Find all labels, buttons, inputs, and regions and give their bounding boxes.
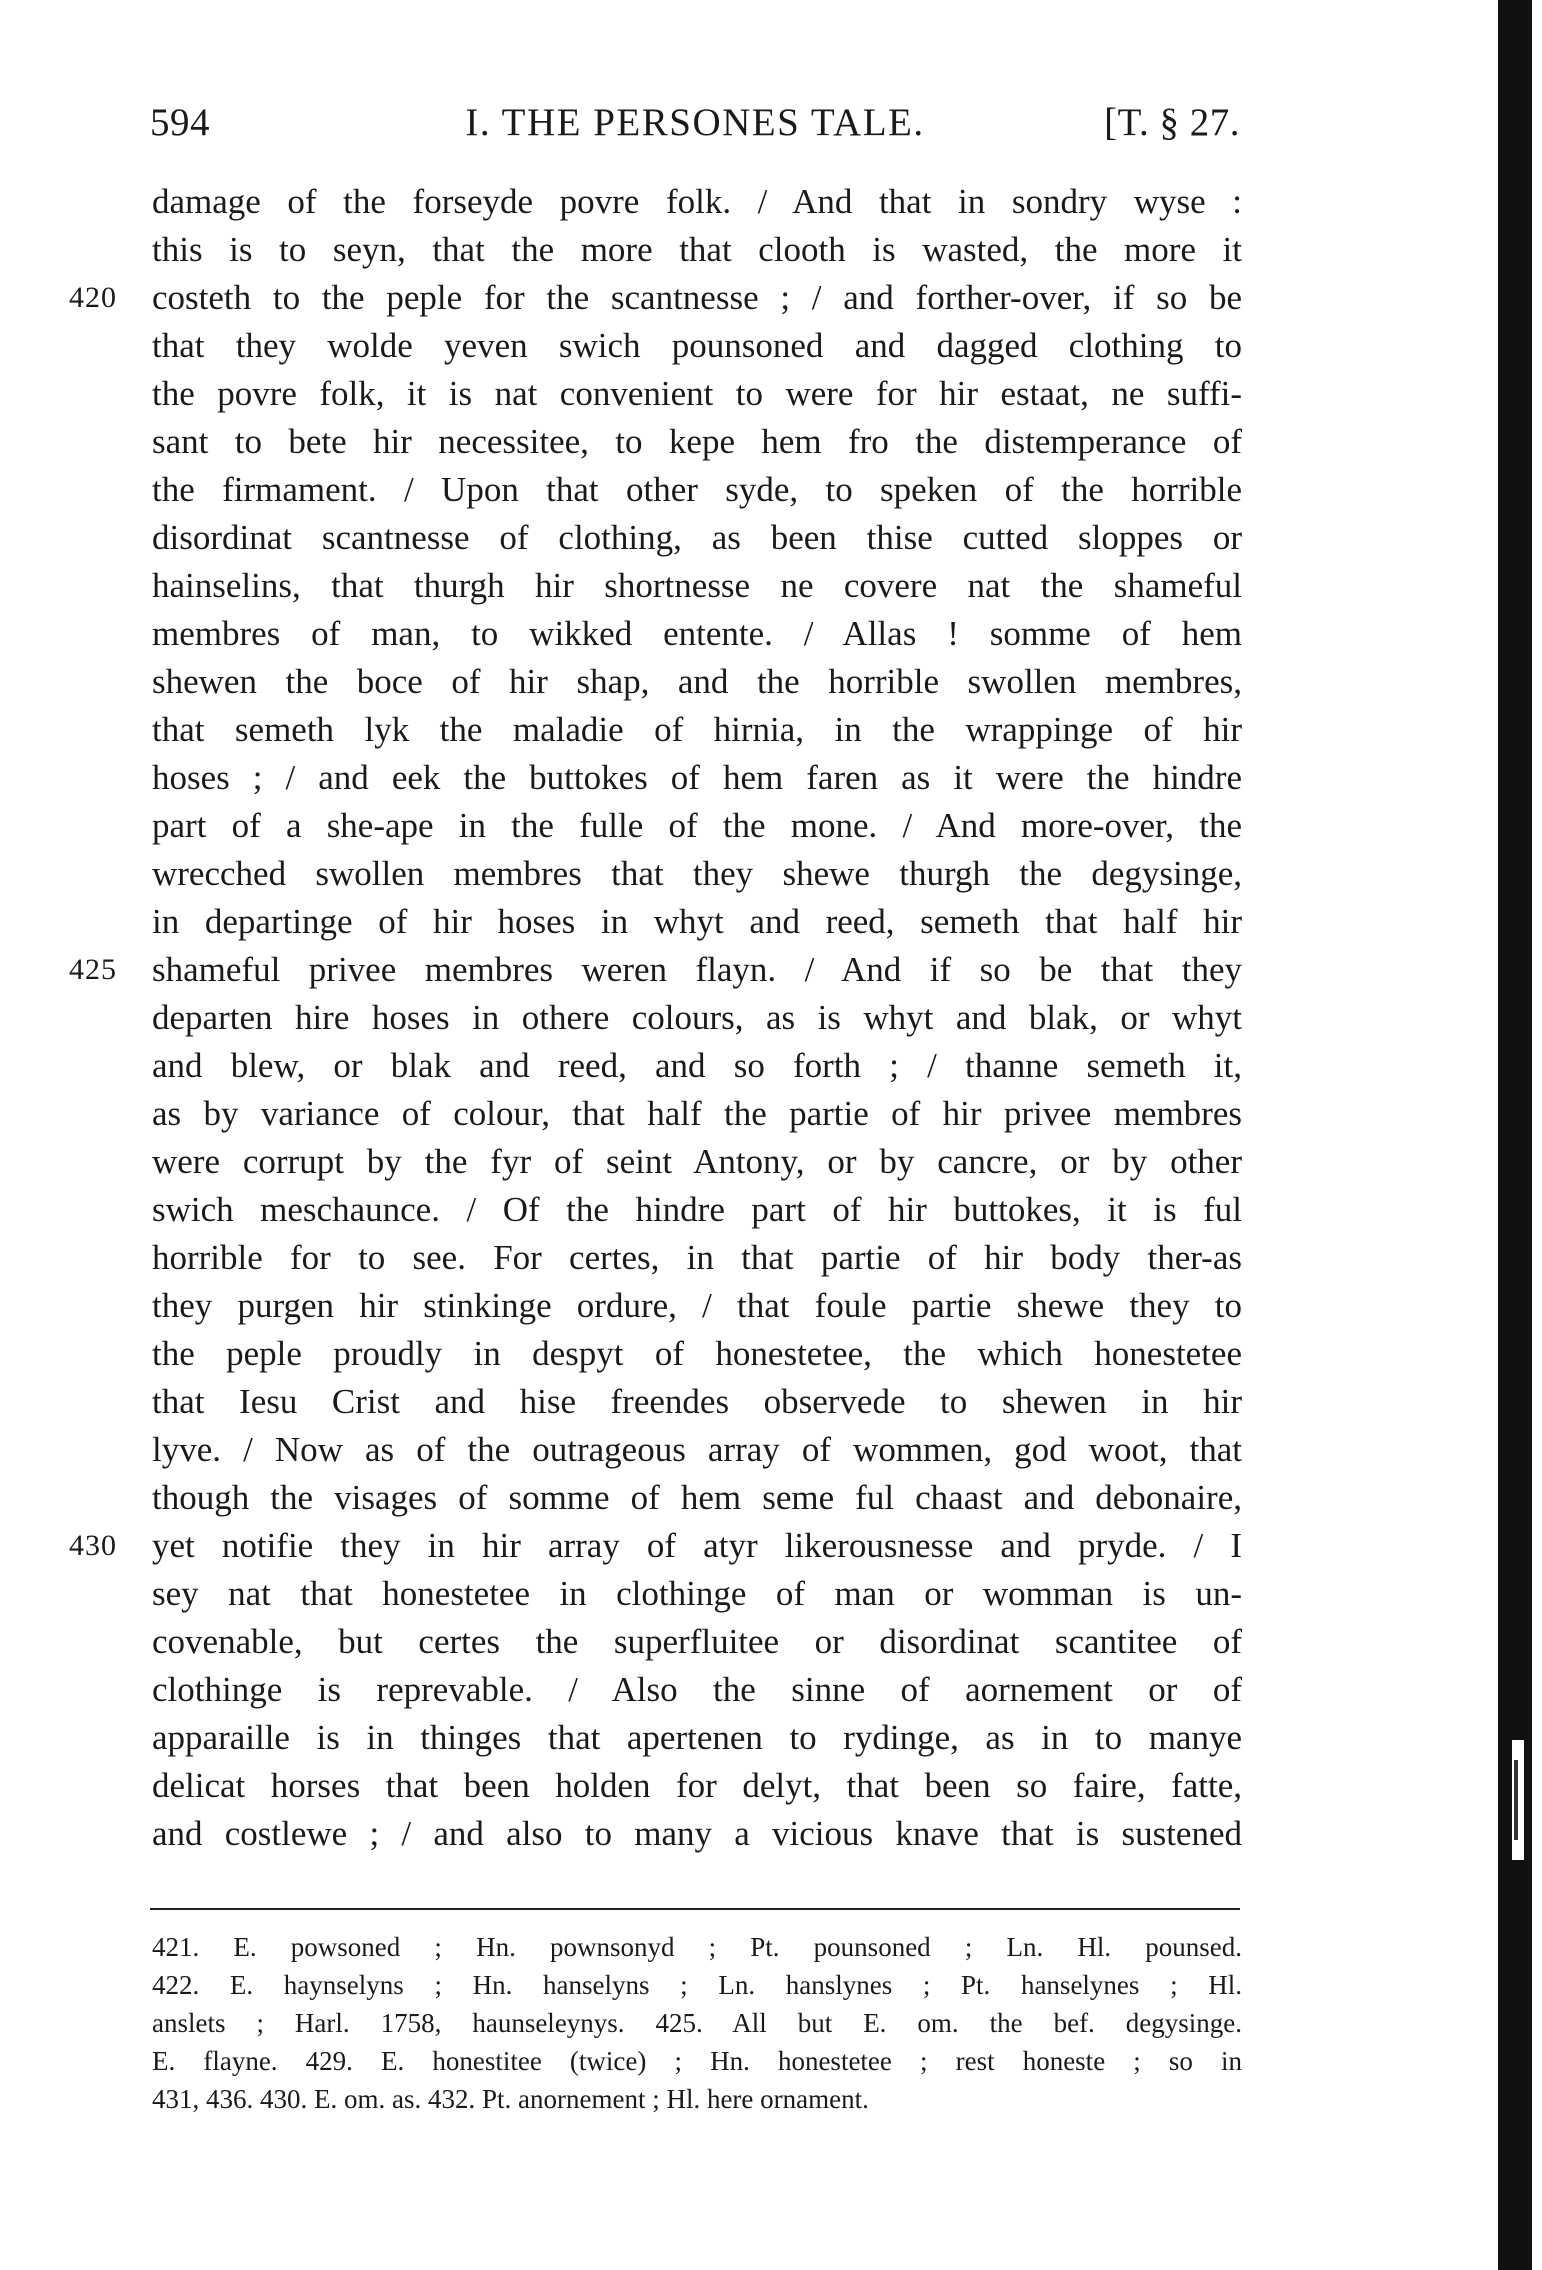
section-reference: [T. § 27. bbox=[1104, 101, 1240, 144]
line-text: the povre folk, it is nat convenient to were for hir estaat, ne suffi- bbox=[152, 374, 1242, 413]
page-title: I. THE PERSONES TALE. bbox=[465, 101, 925, 144]
line-text: and blew, or blak and reed, and so forth ; / thanne semeth it, bbox=[152, 1046, 1242, 1085]
line-text: the firmament. / Upon that other syde, to speken of the horrible bbox=[152, 470, 1242, 509]
line-text: part of a she-ape in the fulle of the mone. / And more-over, the bbox=[152, 806, 1242, 845]
line-text: apparaille is in thinges that apertenen to rydinge, as in to manye bbox=[152, 1718, 1242, 1757]
text-line bbox=[152, 1042, 1242, 1090]
line-text: shewen the boce of hir shap, and the horrible swollen membres, bbox=[152, 662, 1242, 701]
text-line bbox=[69, 274, 1242, 322]
text-line bbox=[152, 1330, 1242, 1378]
line-text: that semeth lyk the maladie of hirnia, in the wrappinge of hir bbox=[152, 710, 1242, 749]
text-line bbox=[152, 1138, 1242, 1186]
text-line bbox=[152, 898, 1242, 946]
line-text: wrecched swollen membres that they shewe thurgh the degysinge, bbox=[152, 854, 1242, 893]
text-line bbox=[152, 178, 1242, 226]
text-line bbox=[152, 562, 1242, 610]
page-edge-fragment bbox=[1514, 1760, 1518, 1840]
line-text: disordinat scantnesse of clothing, as been thise cutted sloppes or bbox=[152, 518, 1242, 557]
text-line bbox=[152, 1810, 1242, 1858]
text-line bbox=[152, 754, 1242, 802]
text-line bbox=[152, 1378, 1242, 1426]
text-line bbox=[152, 1186, 1242, 1234]
text-line bbox=[152, 994, 1242, 1042]
footnote-line: anslets ; Harl. 1758, haunseleynys. 425. All but E. om. the bef. degysinge. bbox=[152, 2008, 1242, 2038]
text-line bbox=[152, 226, 1242, 274]
footnote-line: 422. E. haynselyns ; Hn. hanselyns ; Ln. hanslynes ; Pt. hanselynes ; Hl. bbox=[152, 1970, 1242, 2000]
main-text bbox=[69, 178, 1242, 1858]
line-text: horrible for to see. For certes, in that partie of hir body ther-as bbox=[152, 1238, 1242, 1277]
line-text: in departinge of hir hoses in whyt and reed, semeth that half hir bbox=[152, 902, 1242, 941]
line-text: sey nat that honestetee in clothinge of man or womman is un- bbox=[152, 1574, 1242, 1613]
text-line bbox=[152, 1570, 1242, 1618]
text-line bbox=[152, 658, 1242, 706]
line-text: as by variance of colour, that half the partie of hir privee membres bbox=[152, 1094, 1242, 1133]
line-number: 420 bbox=[69, 281, 117, 314]
text-line bbox=[152, 1426, 1242, 1474]
line-text: costeth to the peple for the scantnesse ; / and forther-over, if so be bbox=[152, 278, 1242, 317]
line-text: the peple proudly in despyt of honestetee, the which honestetee bbox=[152, 1334, 1242, 1373]
line-text: hainselins, that thurgh hir shortnesse ne covere nat the shameful bbox=[152, 566, 1242, 605]
footnote-line: 431, 436. 430. E. om. as. 432. Pt. anornement ; Hl. here ornament. bbox=[152, 2084, 869, 2114]
line-text: and costlewe ; / and also to many a vicious knave that is sustened bbox=[152, 1814, 1242, 1853]
text-line bbox=[152, 610, 1242, 658]
text-line bbox=[152, 1666, 1242, 1714]
text-line bbox=[152, 802, 1242, 850]
footnote-line: E. flayne. 429. E. honestitee (twice) ; Hn. honestetee ; rest honeste ; so in bbox=[152, 2046, 1242, 2076]
text-line bbox=[152, 1282, 1242, 1330]
text-line bbox=[152, 1474, 1242, 1522]
line-text: this is to seyn, that the more that clooth is wasted, the more it bbox=[152, 230, 1242, 269]
line-text: hoses ; / and eek the buttokes of hem faren as it were the hindre bbox=[152, 758, 1242, 797]
line-text: damage of the forseyde povre folk. / And that in sondry wyse : bbox=[152, 182, 1242, 221]
line-text: membres of man, to wikked entente. / Allas ! somme of hem bbox=[152, 614, 1242, 653]
line-text: sant to bete hir necessitee, to kepe hem fro the distemperance of bbox=[152, 422, 1242, 461]
line-text: yet notifie they in hir array of atyr likerousnesse and pryde. / I bbox=[152, 1526, 1242, 1565]
text-line bbox=[69, 1522, 1242, 1570]
line-text: that they wolde yeven swich pounsoned and dagged clothing to bbox=[152, 326, 1242, 365]
line-text: shameful privee membres weren flayn. / And if so be that they bbox=[152, 950, 1242, 989]
line-text: though the visages of somme of hem seme ful chaast and debonaire, bbox=[152, 1478, 1242, 1517]
line-text: swich meschaunce. / Of the hindre part of hir buttokes, it is ful bbox=[152, 1190, 1242, 1229]
text-line bbox=[152, 1090, 1242, 1138]
text-line bbox=[152, 850, 1242, 898]
page-number: 594 bbox=[150, 101, 210, 144]
line-text: delicat horses that been holden for delyt, that been so faire, fatte, bbox=[152, 1766, 1242, 1805]
text-line bbox=[152, 418, 1242, 466]
text-line bbox=[152, 370, 1242, 418]
text-line bbox=[152, 706, 1242, 754]
text-line bbox=[152, 1714, 1242, 1762]
line-text: that Iesu Crist and hise freendes observede to shewen in hir bbox=[152, 1382, 1242, 1421]
line-text: clothinge is reprevable. / Also the sinne of aornement or of bbox=[152, 1670, 1242, 1709]
line-number: 425 bbox=[69, 953, 117, 986]
line-text: were corrupt by the fyr of seint Antony, or by cancre, or by other bbox=[152, 1142, 1242, 1181]
text-line bbox=[152, 322, 1242, 370]
running-header bbox=[150, 100, 1240, 156]
text-line bbox=[152, 1618, 1242, 1666]
line-text: lyve. / Now as of the outrageous array of wommen, god woot, that bbox=[152, 1430, 1242, 1469]
page-edge-shadow bbox=[1498, 0, 1532, 2270]
text-line bbox=[152, 1234, 1242, 1282]
text-line bbox=[152, 514, 1242, 562]
text-line bbox=[152, 1762, 1242, 1810]
line-text: departen hire hoses in othere colours, as is whyt and blak, or whyt bbox=[152, 998, 1242, 1037]
footnote-line: 421. E. powsoned ; Hn. pownsonyd ; Pt. pounsoned ; Ln. Hl. pounsed. bbox=[152, 1932, 1242, 1962]
line-number: 430 bbox=[69, 1529, 117, 1562]
text-line bbox=[152, 466, 1242, 514]
footnote-rule bbox=[150, 1908, 1240, 1910]
footnotes bbox=[152, 1928, 1242, 2118]
line-text: they purgen hir stinkinge ordure, / that foule partie shewe they to bbox=[152, 1286, 1242, 1325]
text-line bbox=[69, 946, 1242, 994]
line-text: covenable, but certes the superfluitee or disordinat scantitee of bbox=[152, 1622, 1242, 1661]
